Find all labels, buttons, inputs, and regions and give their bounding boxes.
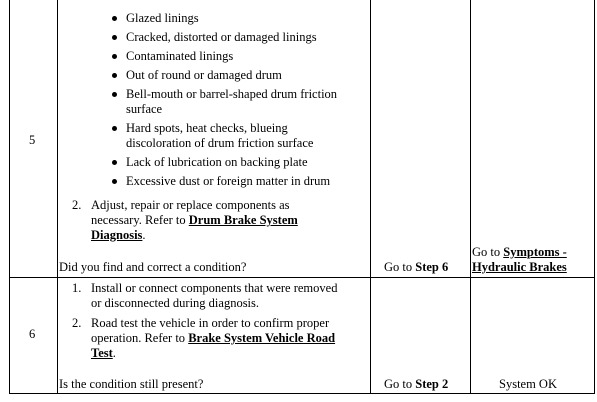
yes-action: Go to Step 6 [384,260,449,274]
drum-brake-diagnosis-link-cont[interactable]: Diagnosis [91,228,143,242]
question-text: Did you find and correct a condition? [59,260,247,274]
list-item: Contaminated linings [110,49,337,64]
inspection-list [110,11,337,189]
list-item: Out of round or damaged drum [110,68,337,83]
yes-action: Go to Step 2 [384,377,449,391]
numbered-item-1: 1. Install or connect components that were removed or disconnected during diagnosis. [72,281,338,310]
road-test-link[interactable]: Brake System Vehicle Road [188,331,336,345]
road-test-link-cont[interactable]: Test [91,346,113,360]
symptoms-hydraulic-brakes-link-cont[interactable]: Hydraulic Brakes [472,260,567,274]
no-action: System OK [499,377,557,391]
numbered-item-2: 2. Adjust, repair or replace components as necessary. Refer to Drum Brake System Diagnosis. [72,198,298,242]
step-6-link[interactable]: Step 6 [415,260,449,274]
no-action: Go to Symptoms - Hydraulic Brakes [472,245,567,274]
column-divider-action [370,0,371,394]
table-border-left [9,0,10,394]
symptoms-hydraulic-brakes-link[interactable]: Symptoms - [503,245,567,259]
column-divider-step [57,0,58,394]
list-item: Glazed linings [110,11,337,26]
column-divider-yes [470,0,471,394]
question-text: Is the condition still present? [59,377,204,391]
row-divider [9,277,595,278]
table-border-right [594,0,595,394]
step-number: 5 [29,133,36,147]
step-2-link[interactable]: Step 2 [415,377,449,391]
drum-brake-diagnosis-link[interactable]: Drum Brake System [188,213,298,227]
list-item: Bell-mouth or barrel-shaped drum friction surface [110,87,337,117]
step-number: 6 [29,327,36,341]
list-item: Hard spots, heat checks, blueing discoloration of drum friction surface [110,121,337,151]
table-border-bottom [9,393,595,394]
numbered-item-2: 2. Road test the vehicle in order to confirm proper operation. Refer to Brake System Vehicle Road Test. [72,316,336,360]
list-item: Cracked, distorted or damaged linings [110,30,337,45]
list-item: Lack of lubrication on backing plate [110,155,337,170]
list-item: Excessive dust or foreign matter in drum [110,174,337,189]
